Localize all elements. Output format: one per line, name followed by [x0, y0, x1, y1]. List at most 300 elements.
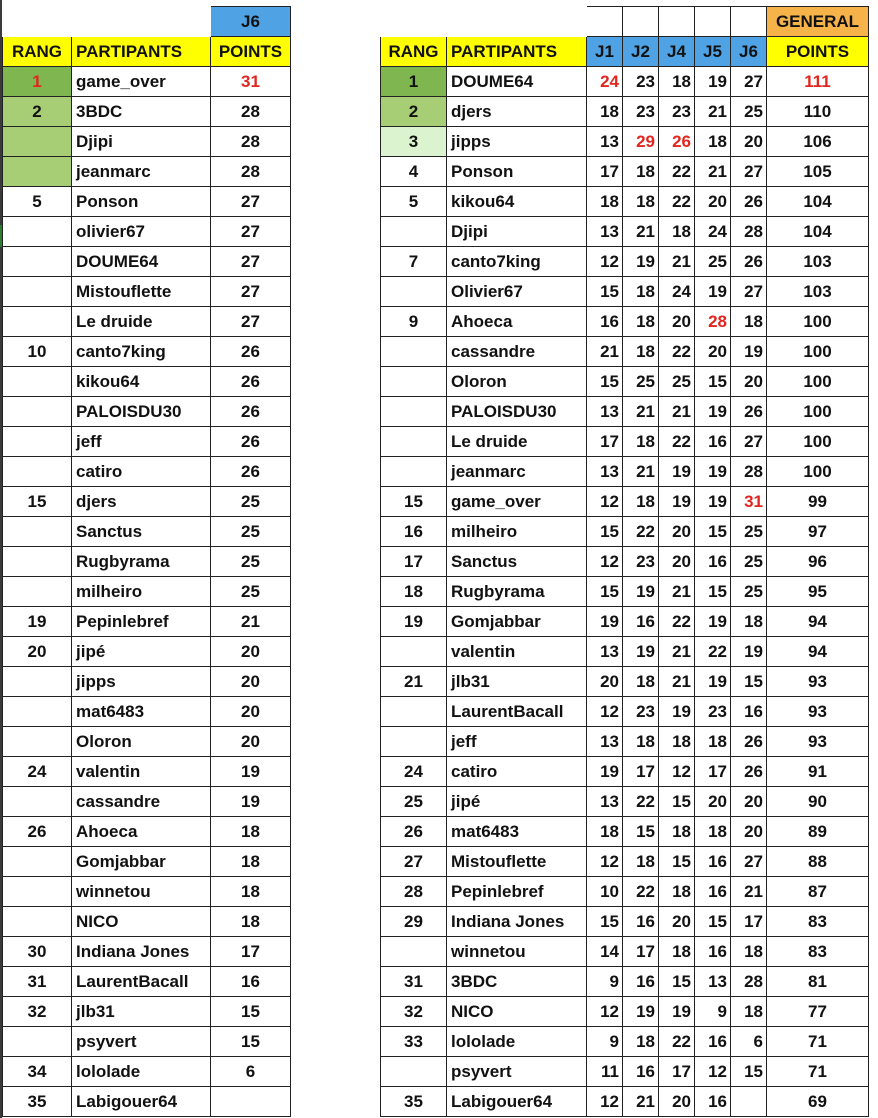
rank-cell	[3, 217, 72, 247]
points-cell: 31	[211, 67, 291, 97]
table-row	[3, 67, 291, 97]
j1-score-cell: 12	[587, 1087, 623, 1117]
j2-score-cell: 21	[623, 457, 659, 487]
points-cell: 26	[211, 337, 291, 367]
participant-name: PALOISDU30	[447, 397, 587, 427]
j1-score-cell: 21	[587, 337, 623, 367]
participant-name: catiro	[72, 457, 211, 487]
rank-cell	[381, 937, 447, 967]
j4-score-cell: 22	[659, 157, 695, 187]
table-row	[381, 907, 869, 937]
rank-cell: 20	[3, 637, 72, 667]
participant-name: lololade	[447, 1027, 587, 1057]
j6-score-cell: 19	[731, 637, 767, 667]
j5-score-cell: 19	[695, 487, 731, 517]
j5-score-cell: 19	[695, 607, 731, 637]
rank-cell	[3, 517, 72, 547]
j6-score-cell: 17	[731, 907, 767, 937]
rank-cell	[3, 247, 72, 277]
table-row	[381, 757, 869, 787]
rank-cell	[3, 367, 72, 397]
participant-name: Mistouflette	[72, 277, 211, 307]
points-cell: 18	[211, 907, 291, 937]
j5-score-cell: 20	[695, 187, 731, 217]
j5-score-cell: 20	[695, 787, 731, 817]
j6-score-cell: 6	[731, 1027, 767, 1057]
rank-cell: 32	[381, 997, 447, 1027]
table-row	[381, 337, 869, 367]
j6-score-cell: 28	[731, 457, 767, 487]
participant-name: Pepinlebref	[72, 607, 211, 637]
rank-cell	[3, 427, 72, 457]
j4-score-cell: 20	[659, 517, 695, 547]
table-row	[381, 217, 869, 247]
j5-score-cell: 16	[695, 547, 731, 577]
table-row	[381, 157, 869, 187]
points-cell: 27	[211, 277, 291, 307]
rank-cell: 7	[381, 247, 447, 277]
j4-score-cell: 21	[659, 667, 695, 697]
table-row	[3, 607, 291, 637]
j2-score-cell: 23	[623, 97, 659, 127]
rank-cell	[3, 877, 72, 907]
total-points-cell: 87	[767, 877, 869, 907]
participant-name: Gomjabbar	[447, 607, 587, 637]
points-header: POINTS	[767, 37, 869, 67]
table-row	[3, 487, 291, 517]
j2-score-cell: 18	[623, 847, 659, 877]
participant-name: game_over	[72, 67, 211, 97]
j1-score-cell: 14	[587, 937, 623, 967]
total-points-cell: 77	[767, 997, 869, 1027]
j4-score-cell: 26	[659, 127, 695, 157]
j1-score-cell: 20	[587, 667, 623, 697]
points-header: POINTS	[211, 37, 291, 67]
j2-score-cell: 23	[623, 547, 659, 577]
j6-score-cell: 15	[731, 1057, 767, 1087]
participant-name: Ahoeca	[447, 307, 587, 337]
table-row	[3, 337, 291, 367]
j4-score-cell: 21	[659, 577, 695, 607]
j4-score-cell: 23	[659, 97, 695, 127]
j5-score-cell: 18	[695, 727, 731, 757]
j1-score-cell: 15	[587, 367, 623, 397]
participant-name: canto7king	[447, 247, 587, 277]
j5-score-cell: 16	[695, 937, 731, 967]
j5-score-cell: 12	[695, 1057, 731, 1087]
j6-score-cell: 19	[731, 337, 767, 367]
table-row	[381, 937, 869, 967]
j4-score-cell: 21	[659, 397, 695, 427]
rank-cell: 31	[381, 967, 447, 997]
j5-score-cell: 16	[695, 1087, 731, 1117]
j4-score-cell: 19	[659, 697, 695, 727]
j1-score-cell: 12	[587, 247, 623, 277]
rank-cell	[3, 277, 72, 307]
j1-score-cell: 13	[587, 727, 623, 757]
j1-score-cell: 15	[587, 907, 623, 937]
j2-score-cell: 18	[623, 667, 659, 697]
table-row	[3, 997, 291, 1027]
j4-score-cell: 20	[659, 1087, 695, 1117]
j2-score-cell: 21	[623, 397, 659, 427]
participant-name: Ponson	[447, 157, 587, 187]
header-row	[3, 37, 291, 67]
points-cell: 15	[211, 1027, 291, 1057]
points-cell: 18	[211, 817, 291, 847]
points-cell: 27	[211, 307, 291, 337]
table-row	[381, 637, 869, 667]
points-cell: 25	[211, 577, 291, 607]
j6-score-cell: 20	[731, 787, 767, 817]
table-row	[381, 127, 869, 157]
j6-score-cell: 25	[731, 97, 767, 127]
total-points-cell: 71	[767, 1027, 869, 1057]
j5-score-cell: 15	[695, 517, 731, 547]
rank-cell: 15	[381, 487, 447, 517]
total-points-cell: 83	[767, 907, 869, 937]
table-row	[381, 997, 869, 1027]
rank-cell: 29	[381, 907, 447, 937]
participant-name: kikou64	[447, 187, 587, 217]
j1-score-cell: 10	[587, 877, 623, 907]
participant-name: winnetou	[447, 937, 587, 967]
blank-cell	[623, 7, 659, 37]
j5-score-cell: 24	[695, 217, 731, 247]
j1-score-cell: 13	[587, 127, 623, 157]
j4-score-cell: 18	[659, 727, 695, 757]
table-row	[381, 847, 869, 877]
rank-cell: 28	[381, 877, 447, 907]
rank-cell: 25	[381, 787, 447, 817]
points-cell: 28	[211, 127, 291, 157]
points-cell: 18	[211, 877, 291, 907]
points-cell: 26	[211, 457, 291, 487]
participant-name: jlb31	[447, 667, 587, 697]
participant-name: Djipi	[72, 127, 211, 157]
j4-score-cell: 19	[659, 997, 695, 1027]
total-points-cell: 100	[767, 367, 869, 397]
j5-score-cell: 19	[695, 397, 731, 427]
j6-score-cell: 26	[731, 727, 767, 757]
rank-cell	[3, 397, 72, 427]
rank-cell: 16	[381, 517, 447, 547]
j4-score-cell: 21	[659, 247, 695, 277]
j1-score-cell: 9	[587, 1027, 623, 1057]
j6-score-cell: 26	[731, 247, 767, 277]
j2-score-cell: 16	[623, 907, 659, 937]
rank-cell: 24	[381, 757, 447, 787]
j5-score-cell: 21	[695, 157, 731, 187]
rank-cell	[381, 367, 447, 397]
points-cell: 6	[211, 1057, 291, 1087]
participant-name: valentin	[72, 757, 211, 787]
participant-name: 3BDC	[447, 967, 587, 997]
j4-score-cell: 22	[659, 607, 695, 637]
general-label: GENERAL	[767, 7, 869, 37]
rank-cell	[381, 337, 447, 367]
participant-name: psyvert	[72, 1027, 211, 1057]
points-cell: 15	[211, 997, 291, 1027]
j6-score-cell: 27	[731, 67, 767, 97]
points-cell: 21	[211, 607, 291, 637]
j4-score-cell: 22	[659, 337, 695, 367]
total-points-cell: 94	[767, 607, 869, 637]
j1-score-cell: 15	[587, 577, 623, 607]
table-row	[3, 907, 291, 937]
j5-score-cell: 19	[695, 277, 731, 307]
j6-score-cell	[731, 1087, 767, 1117]
participant-name: jipé	[447, 787, 587, 817]
j5-score-cell: 18	[695, 817, 731, 847]
table-row	[3, 217, 291, 247]
table-row	[381, 787, 869, 817]
j4-score-cell: 20	[659, 547, 695, 577]
points-cell: 20	[211, 667, 291, 697]
table-row	[3, 157, 291, 187]
j1-score-cell: 16	[587, 307, 623, 337]
table-row	[381, 577, 869, 607]
participant-name: Rugbyrama	[447, 577, 587, 607]
table-row	[381, 607, 869, 637]
table-row	[381, 667, 869, 697]
general-label-row	[381, 7, 869, 37]
total-points-cell: 71	[767, 1057, 869, 1087]
rank-cell: 3	[381, 127, 447, 157]
table-row	[381, 1087, 869, 1117]
table-row	[381, 697, 869, 727]
total-points-cell: 83	[767, 937, 869, 967]
rank-cell: 32	[3, 997, 72, 1027]
j2-score-cell: 23	[623, 697, 659, 727]
rank-cell: 19	[3, 607, 72, 637]
participant-name: NICO	[447, 997, 587, 1027]
j2-score-cell: 21	[623, 1087, 659, 1117]
blank-cell	[447, 7, 587, 37]
j2-score-cell: 16	[623, 607, 659, 637]
j2-score-cell: 19	[623, 997, 659, 1027]
table-row	[3, 517, 291, 547]
j6-score-cell: 16	[731, 697, 767, 727]
participant-name: Oloron	[72, 727, 211, 757]
blank-cell	[731, 7, 767, 37]
j4-score-cell: 18	[659, 937, 695, 967]
j4-score-cell: 24	[659, 277, 695, 307]
total-points-cell: 110	[767, 97, 869, 127]
rank-cell: 1	[3, 67, 72, 97]
j2-score-cell: 22	[623, 787, 659, 817]
j1-score-cell: 12	[587, 697, 623, 727]
j4-score-cell: 18	[659, 67, 695, 97]
table-row	[381, 367, 869, 397]
rank-cell	[3, 667, 72, 697]
participant-name: djers	[72, 487, 211, 517]
j6-score-cell: 20	[731, 127, 767, 157]
j5-score-cell: 16	[695, 1027, 731, 1057]
table-row	[381, 397, 869, 427]
participant-name: milheiro	[72, 577, 211, 607]
rank-cell	[3, 907, 72, 937]
j1-score-cell: 13	[587, 457, 623, 487]
j5-score-cell: 15	[695, 577, 731, 607]
j6-header: J6	[731, 37, 767, 67]
total-points-cell: 91	[767, 757, 869, 787]
table-row	[381, 487, 869, 517]
j2-score-cell: 16	[623, 967, 659, 997]
participant-name: Ponson	[72, 187, 211, 217]
rank-cell: 35	[3, 1087, 72, 1117]
j6-score-cell: 28	[731, 967, 767, 997]
participant-name: Labigouer64	[72, 1087, 211, 1117]
participant-name: valentin	[447, 637, 587, 667]
j2-score-cell: 15	[623, 817, 659, 847]
j2-score-cell: 18	[623, 427, 659, 457]
table-row	[381, 967, 869, 997]
rank-cell: 26	[381, 817, 447, 847]
table-row	[381, 727, 869, 757]
rank-cell	[3, 457, 72, 487]
j5-score-cell: 15	[695, 907, 731, 937]
j4-score-cell: 22	[659, 1027, 695, 1057]
participant-name: canto7king	[72, 337, 211, 367]
rank-cell: 19	[381, 607, 447, 637]
participant-name: jipps	[447, 127, 587, 157]
rank-cell: 21	[381, 667, 447, 697]
participant-name: jeff	[447, 727, 587, 757]
j5-score-cell: 20	[695, 337, 731, 367]
j5-score-cell: 28	[695, 307, 731, 337]
total-points-cell: 90	[767, 787, 869, 817]
table-row	[3, 697, 291, 727]
table-row	[381, 517, 869, 547]
j4-score-cell: 15	[659, 787, 695, 817]
rank-cell: 35	[381, 1087, 447, 1117]
participant-name: jeanmarc	[72, 157, 211, 187]
total-points-cell: 69	[767, 1087, 869, 1117]
total-points-cell: 96	[767, 547, 869, 577]
participant-name: djers	[447, 97, 587, 127]
j1-score-cell: 24	[587, 67, 623, 97]
j2-score-cell: 22	[623, 517, 659, 547]
j1-score-cell: 9	[587, 967, 623, 997]
participant-name: game_over	[447, 487, 587, 517]
j6-score-cell: 25	[731, 547, 767, 577]
general-ranking-table	[380, 6, 869, 1117]
j6-score-cell: 20	[731, 367, 767, 397]
top-edge	[0, 0, 878, 4]
rank-cell	[3, 157, 72, 187]
participant-name: LaurentBacall	[447, 697, 587, 727]
j1-score-cell: 17	[587, 427, 623, 457]
j2-score-cell: 18	[623, 337, 659, 367]
participant-name: Indiana Jones	[72, 937, 211, 967]
participant-name: catiro	[447, 757, 587, 787]
j2-score-cell: 19	[623, 577, 659, 607]
rank-cell	[381, 697, 447, 727]
total-points-cell: 100	[767, 337, 869, 367]
participant-name: jipps	[72, 667, 211, 697]
j1-score-cell: 12	[587, 997, 623, 1027]
participant-name: NICO	[72, 907, 211, 937]
table-row	[381, 247, 869, 277]
rank-cell	[381, 457, 447, 487]
rank-cell	[3, 1027, 72, 1057]
j5-score-cell: 22	[695, 637, 731, 667]
rank-cell	[3, 697, 72, 727]
j1-score-cell: 12	[587, 547, 623, 577]
table-row	[381, 97, 869, 127]
blank-cell	[695, 7, 731, 37]
j1-score-cell: 12	[587, 487, 623, 517]
j2-score-cell: 29	[623, 127, 659, 157]
rank-cell: 10	[3, 337, 72, 367]
j1-header: J1	[587, 37, 623, 67]
j4-score-cell: 19	[659, 457, 695, 487]
total-points-cell: 88	[767, 847, 869, 877]
points-cell: 27	[211, 247, 291, 277]
rank-cell	[3, 727, 72, 757]
total-points-cell: 104	[767, 187, 869, 217]
j2-score-cell: 18	[623, 307, 659, 337]
j6-score-cell: 27	[731, 847, 767, 877]
table-row	[3, 127, 291, 157]
rank-cell	[3, 127, 72, 157]
j1-score-cell: 12	[587, 847, 623, 877]
participant-name: Djipi	[447, 217, 587, 247]
j2-score-cell: 18	[623, 727, 659, 757]
j2-score-cell: 19	[623, 637, 659, 667]
total-points-cell: 106	[767, 127, 869, 157]
total-points-cell: 103	[767, 277, 869, 307]
j6-score-cell: 26	[731, 757, 767, 787]
j6-score-cell: 28	[731, 217, 767, 247]
j4-score-cell: 17	[659, 1057, 695, 1087]
rank-cell	[3, 847, 72, 877]
participant-name: lololade	[72, 1057, 211, 1087]
points-cell: 18	[211, 847, 291, 877]
j2-score-cell: 18	[623, 157, 659, 187]
blank-cell	[72, 7, 211, 37]
rank-cell: 18	[381, 577, 447, 607]
total-points-cell: 97	[767, 517, 869, 547]
rank-cell	[381, 637, 447, 667]
table-row	[3, 397, 291, 427]
rank-cell: 31	[3, 967, 72, 997]
table-row	[3, 1057, 291, 1087]
j6-score-cell: 25	[731, 577, 767, 607]
j4-score-cell: 18	[659, 817, 695, 847]
participant-name: Sanctus	[72, 517, 211, 547]
j4-score-cell: 18	[659, 217, 695, 247]
rank-cell: 1	[381, 67, 447, 97]
participant-name: DOUME64	[72, 247, 211, 277]
table-row	[3, 247, 291, 277]
participant-name: jeff	[72, 427, 211, 457]
j1-score-cell: 13	[587, 787, 623, 817]
participants-header: PARTIPANTS	[72, 37, 211, 67]
total-points-cell: 93	[767, 697, 869, 727]
table-row	[3, 97, 291, 127]
rank-cell	[381, 397, 447, 427]
j2-score-cell: 23	[623, 67, 659, 97]
rank-cell	[381, 277, 447, 307]
j5-score-cell: 9	[695, 997, 731, 1027]
participant-name: Rugbyrama	[72, 547, 211, 577]
participant-name: mat6483	[447, 817, 587, 847]
table-row	[3, 547, 291, 577]
participant-name: cassandre	[72, 787, 211, 817]
j5-header: J5	[695, 37, 731, 67]
